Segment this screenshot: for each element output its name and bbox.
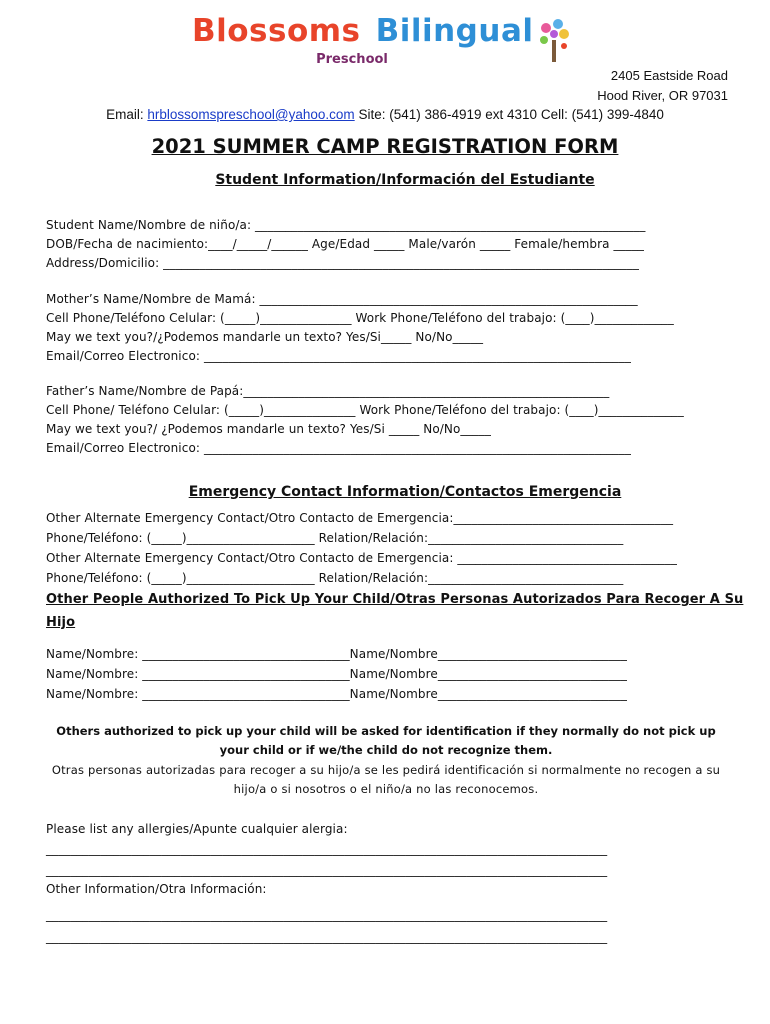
logo-word-bilingual: Bilingual (375, 13, 534, 49)
pickup-row1-field[interactable]: Name/Nombre: __________________________________Name/Nombre_______________________________ (46, 647, 628, 661)
pickup-row3-field[interactable]: Name/Nombre: __________________________________Name/Nombre_______________________________ (46, 687, 628, 701)
tree-icon (534, 16, 574, 64)
notice-english: Others authorized to pick up your child will be asked for identification if they normally do not pick up your child or if we/the child do not recognize them. (56, 724, 716, 757)
form-title: 2021 SUMMER CAMP REGISTRATION FORM (151, 135, 619, 158)
address-field[interactable]: Address/Domicilio: ______________________________________________________________________________ (46, 256, 639, 270)
school-logo (192, 13, 572, 72)
address-line1: 2405 Eastside Road (610, 68, 728, 83)
student-heading: Student Information/Información del Estudiante (215, 172, 595, 188)
father-name-field[interactable]: Father’s Name/Nombre de Papá:____________________________________________________________ (46, 384, 610, 398)
emergency-contact1-field[interactable]: Other Alternate Emergency Contact/Otro Contacto de Emergencia:____________________________________ (46, 511, 674, 525)
mother-text-field[interactable]: May we text you?/¿Podemos mandarle un texto? Yes/Si_____ No/No_____ (46, 330, 484, 344)
emergency-phone2-field[interactable]: Phone/Teléfono: (_____)_____________________ Relation/Relación:________________________________ (46, 571, 624, 585)
pickup-heading: Other People Authorized To Pick Up Your Child/Otras Personas Autorizados Para Recoger A Su (46, 592, 744, 607)
dob-field[interactable]: DOB/Fecha de nacimiento:____/_____/______ Age/Edad _____ Male/varón _____ Female/hembra _____ (46, 237, 645, 251)
other-info-label: Other Information/Otra Información: (46, 882, 267, 896)
emergency-phone1-field[interactable]: Phone/Teléfono: (_____)_____________________ Relation/Relación:________________________________ (46, 531, 624, 545)
mother-phone-field[interactable]: Cell Phone/Teléfono Celular: (_____)_______________ Work Phone/Teléfono del trabajo: (____)_____________ (46, 311, 674, 325)
father-text-field[interactable]: May we text you?/ ¿Podemos mandarle un texto? Yes/Si _____ No/No_____ (46, 422, 491, 436)
address-line2: Hood River, OR 97031 (597, 88, 728, 103)
logo-subtitle: Preschool (316, 52, 388, 67)
other-info-line2[interactable]: ____________________________________________________________________________________________ (46, 930, 608, 944)
pickup-heading-cont: Hijo (46, 615, 76, 630)
emergency-contact2-field[interactable]: Other Alternate Emergency Contact/Otro Contacto de Emergencia: ____________________________________ (46, 551, 677, 565)
allergies-line1[interactable]: ____________________________________________________________________________________________ (46, 842, 608, 856)
allergies-label: Please list any allergies/Apunte cualquier alergia: (46, 822, 348, 836)
email-link[interactable]: hrblossomspreschool@yahoo.com (147, 107, 355, 122)
other-info-line1[interactable]: ____________________________________________________________________________________________ (46, 908, 608, 922)
email-label: Email: (106, 107, 148, 122)
contact-line (0, 107, 770, 122)
notice-spanish: Otras personas autorizadas para recoger a su hijo/a se les pedirá identificación si normalmente no recogen a su hijo/a o si nosotros o el niño/a no las reconocemos. (51, 763, 721, 796)
student-name-field[interactable]: Student Name/Nombre de niño/a: ________________________________________________________________ (46, 218, 646, 232)
phone-info: Site: (541) 386-4919 ext 4310 Cell: (541) 399-4840 (354, 107, 664, 122)
father-email-field[interactable]: Email/Correo Electronico: ______________________________________________________________________ (46, 441, 631, 455)
allergies-line2[interactable]: ____________________________________________________________________________________________ (46, 863, 608, 877)
emergency-heading: Emergency Contact Information/Contactos Emergencia (188, 484, 622, 500)
mother-email-field[interactable]: Email/Correo Electronico: ______________________________________________________________________ (46, 349, 631, 363)
logo-word-blossoms: Blossoms (192, 13, 361, 49)
father-phone-field[interactable]: Cell Phone/ Teléfono Celular: (_____)_______________ Work Phone/Teléfono del trabajo: (____)______________ (46, 403, 684, 417)
mother-name-field[interactable]: Mother’s Name/Nombre de Mamá: ______________________________________________________________ (46, 292, 638, 306)
pickup-row2-field[interactable]: Name/Nombre: __________________________________Name/Nombre_______________________________ (46, 667, 628, 681)
